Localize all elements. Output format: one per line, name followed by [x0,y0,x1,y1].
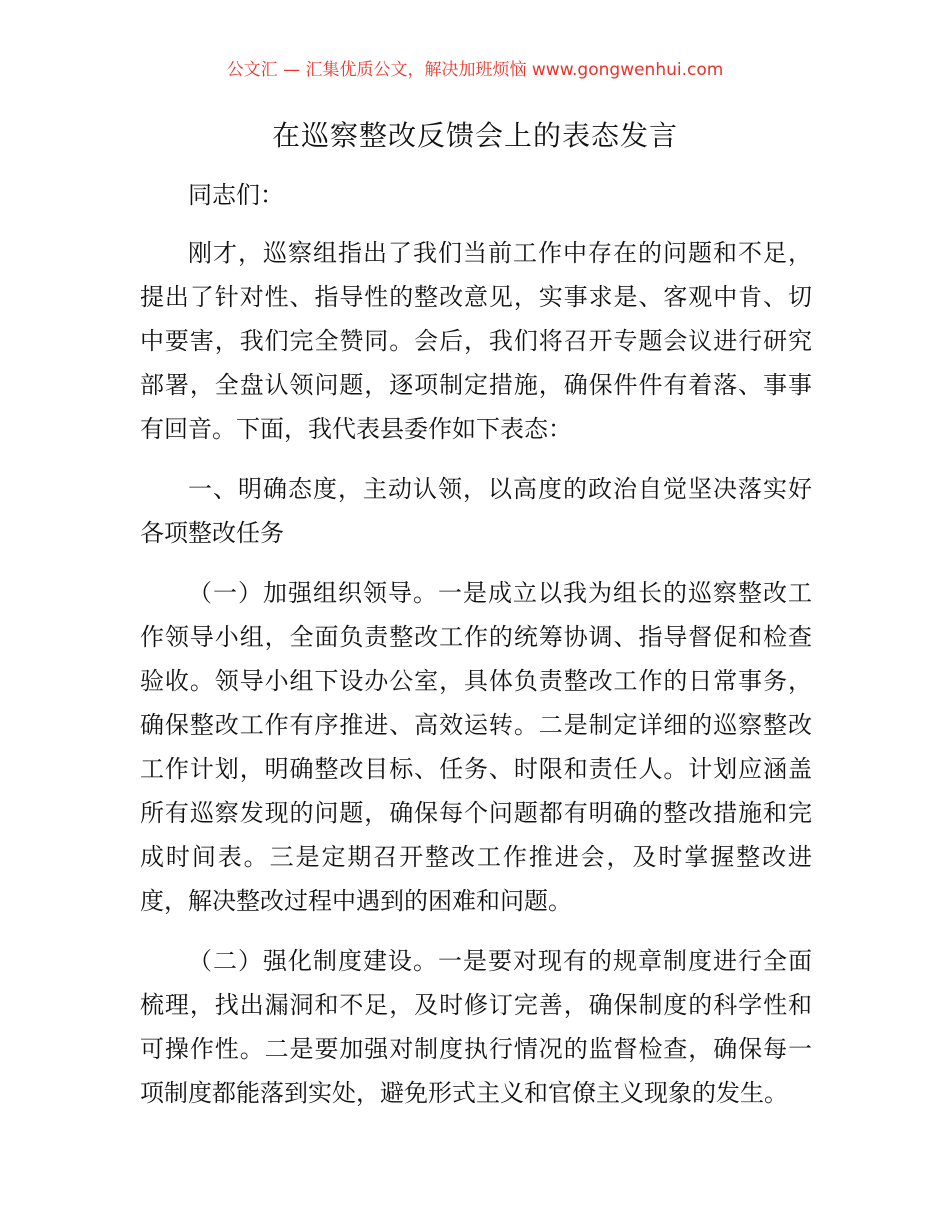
paragraph-system [140,939,812,1115]
paragraph-line: 作领导小组，全面负责整改工作的统筹协调、指导督促和检查 [140,623,812,651]
paragraph-line: 刚才，巡察组指出了我们当前工作中存在的问题和不足， [188,239,812,267]
paragraph-opening [140,231,812,451]
greeting-line: 同志们： [188,181,284,209]
paragraph-line: 中要害，我们完全赞同。会后，我们将召开专题会议进行研究 [140,327,812,355]
paragraph-organization [140,571,812,923]
paragraph-line: 项制度都能落到实处，避免形式主义和官僚主义现象的发生。 [140,1079,788,1107]
document-title: 在巡察整改反馈会上的表态发言 [271,119,678,152]
paragraph-line: 度，解决整改过程中遇到的困难和问题。 [140,887,572,915]
paragraph-line: 工作计划，明确整改目标、任务、时限和责任人。计划应涵盖 [140,755,812,783]
paragraph-line: 确保整改工作有序推进、高效运转。二是制定详细的巡察整改 [140,711,812,739]
paragraph-line: 部署，全盘认领问题，逐项制定措施，确保件件有着落、事事 [140,371,812,399]
section-heading-1 [140,467,812,555]
paragraph-line: 所有巡察发现的问题，确保每个问题都有明确的整改措施和完 [140,799,812,827]
paragraph-line: 验收。领导小组下设办公室，具体负责整改工作的日常事务， [140,667,812,695]
paragraph-line: 可操作性。二是要加强对制度执行情况的监督检查，确保每一 [140,1035,812,1063]
header-watermark: 公文汇 — 汇集优质公文，解决加班烦恼 www.gongwenhui.com [226,60,724,80]
paragraph-line: 提出了针对性、指导性的整改意见，实事求是、客观中肯、切 [140,283,812,311]
heading-line: 一、明确态度，主动认领，以高度的政治自觉坚决落实好 [188,475,812,503]
paragraph-line: 有回音。下面，我代表县委作如下表态： [140,415,572,443]
paragraph-line: 成时间表。三是定期召开整改工作推进会，及时掌握整改进 [140,843,812,871]
paragraph-line: （一）加强组织领导。一是成立以我为组长的巡察整改工 [188,579,812,607]
heading-line: 各项整改任务 [140,519,284,547]
greeting-paragraph [140,173,812,217]
paragraph-line: （二）强化制度建设。一是要对现有的规章制度进行全面 [188,947,812,975]
paragraph-line: 梳理，找出漏洞和不足，及时修订完善，确保制度的科学性和 [140,991,812,1019]
document-body [140,173,812,1131]
